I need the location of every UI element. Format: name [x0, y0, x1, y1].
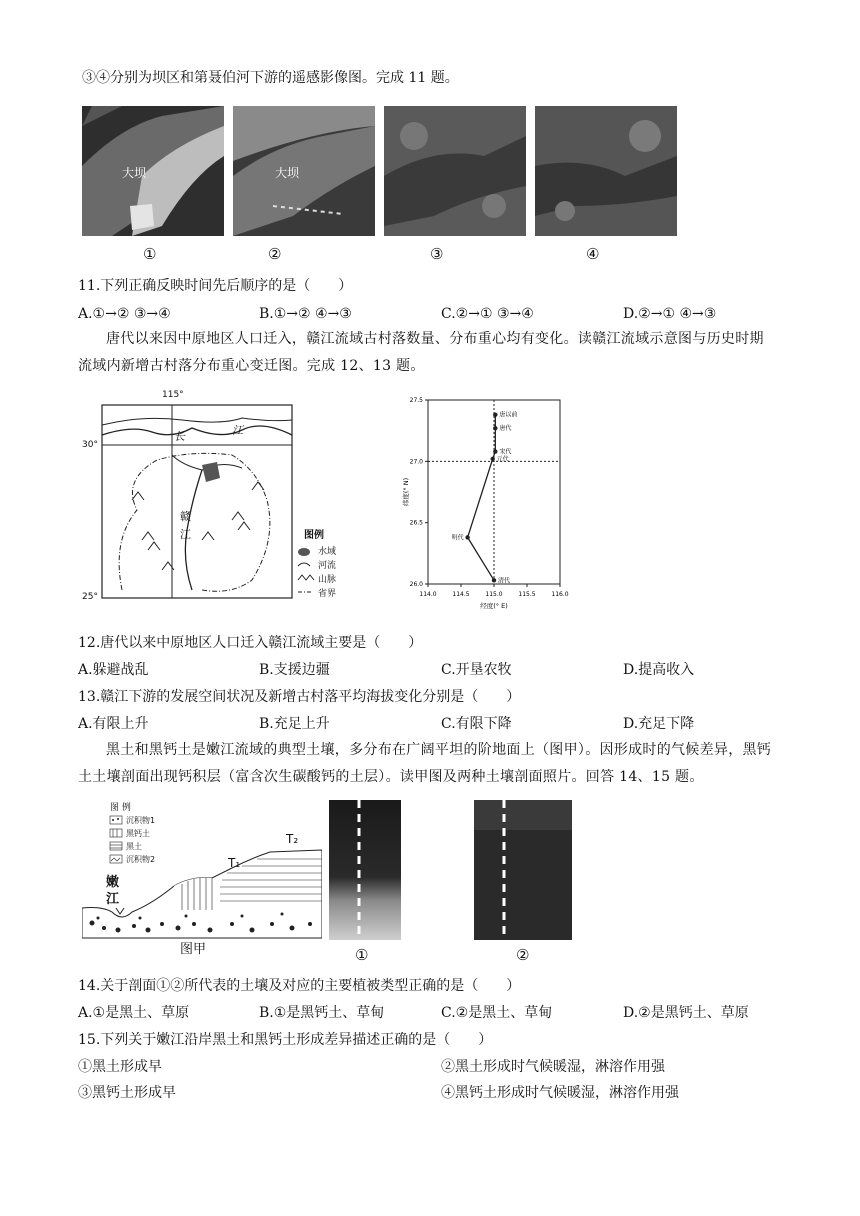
map-label-jiang: 江	[232, 424, 243, 437]
q14-stem: 14.关于剖面①②所代表的土壤及对应的主要植被类型正确的是（ ）	[78, 978, 521, 994]
q15-item-1: ①黑土形成早	[78, 1059, 162, 1075]
map-label-chang: 长	[174, 430, 185, 443]
ganjiang-paragraph: 唐代以来因中原地区人口迁入，赣江流域古村落数量、分布重心均有变化。读赣江流域示意图与历史时期流域内新增古村落分布重心变迁图。完成 12、13 题。	[78, 331, 764, 374]
soil-photo-2	[474, 800, 572, 940]
soil-photo-1	[329, 800, 401, 940]
q15-stem: 15.下列关于嫩江沿岸黑土和黑钙土形成差异描述正确的是（ ）	[78, 1032, 493, 1048]
data-point-5	[492, 578, 496, 582]
data-label-2: 宋代	[499, 448, 512, 456]
y-tick-label: 26.5	[409, 519, 423, 527]
q11-option-b: B.①→② ④→③	[259, 306, 352, 322]
data-label-4: 明代	[451, 534, 464, 542]
data-point-4	[465, 535, 469, 539]
q15-item-4: ④黑钙土形成时气候暖湿，淋溶作用强	[441, 1085, 679, 1101]
y-axis-label: 纬度(° N)	[402, 477, 410, 507]
q12-option-b: B.支援边疆	[259, 662, 330, 678]
q13-option-d: D.充足下降	[623, 716, 695, 732]
image-caption-1: ①	[143, 245, 157, 263]
q13-option-a: A.有限上升	[78, 716, 149, 732]
q11-option-a: A.①→② ③→④	[78, 306, 171, 322]
profile-label-t2: T₂	[286, 832, 299, 846]
q15-item-3: ③黑钙土形成早	[78, 1085, 176, 1101]
y-tick-label: 27.5	[409, 397, 423, 404]
soil-photo-caption-2: ②	[516, 946, 530, 964]
image-caption-3: ③	[430, 245, 444, 263]
chart-svg	[400, 388, 580, 616]
data-point-1	[493, 426, 497, 430]
map-lat-top: 30°	[82, 440, 98, 450]
terrace-profile-figure	[82, 798, 322, 958]
x-tick-label: 114.0	[419, 591, 437, 598]
y-tick-label: 27.0	[409, 458, 423, 466]
x-tick-label: 114.5	[452, 591, 470, 598]
q14-option-c: C.②是黑土、草甸	[441, 1005, 553, 1021]
profile-legend-sediment1: 沉积物1	[126, 816, 156, 825]
series-line	[468, 415, 496, 581]
profile-legend-sediment2: 沉积物2	[126, 855, 156, 864]
q12-stem: 12.唐代以来中原地区人口迁入赣江流域主要是（ ）	[78, 635, 423, 651]
q12-option-a: A.躲避战乱	[78, 662, 149, 678]
profile-legend-black-soil: 黑土	[126, 842, 142, 851]
profile-river-jiang: 江	[106, 892, 120, 907]
x-tick-label: 116.0	[551, 591, 569, 598]
data-point-2	[493, 449, 497, 453]
profile-label-t1: T₁	[228, 856, 241, 870]
ganjiang-map	[82, 390, 382, 610]
satellite-image-3	[384, 106, 526, 236]
image-caption-4: ④	[586, 245, 600, 263]
map-label-gan: 赣	[180, 510, 191, 523]
profile-legend-chernozem: 黑钙土	[126, 829, 150, 838]
satellite-image-2	[233, 106, 375, 236]
image-caption-2: ②	[268, 245, 282, 263]
map-legend-mountain: 山脉	[318, 575, 337, 585]
gravity-center-chart	[400, 388, 580, 616]
data-point-0	[493, 413, 497, 417]
map-legend-water: 水域	[318, 547, 337, 557]
y-tick-label: 26.0	[409, 581, 423, 588]
map-lon-label: 115°	[162, 390, 184, 400]
x-tick-label: 115.5	[518, 591, 536, 598]
data-label-3: 元代	[496, 455, 509, 463]
q15-item-2: ②黑土形成时气候暖湿，淋溶作用强	[441, 1059, 665, 1075]
map-lat-bottom: 25°	[82, 592, 98, 602]
q13-option-b: B.充足上升	[259, 716, 330, 732]
q12-option-d: D.提高收入	[623, 662, 695, 678]
x-tick-label: 115.0	[485, 591, 503, 598]
data-label-0: 唐以前	[499, 411, 518, 419]
soil-paragraph: 黑土和黑钙土是嫩江流域的典型土壤，多分布在广阔平坦的阶地面上（图甲）。因形成时的气候差异，黑钙土土壤剖面出现钙积层（富含次生碳酸钙的土层）。读甲图及两种土壤剖面照片。回答 14、15 题。	[78, 742, 772, 785]
q12-option-c: C.开垦农牧	[441, 662, 512, 678]
q14-option-d: D.②是黑钙土、草原	[623, 1005, 749, 1021]
profile-legend-title: 图 例	[110, 803, 131, 813]
data-point-3	[490, 457, 494, 461]
q13-option-c: C.有限下降	[441, 716, 512, 732]
soil-photo-caption-1: ①	[355, 946, 369, 964]
map-label-gan-jiang: 江	[180, 528, 191, 541]
data-label-1: 唐代	[499, 425, 512, 433]
map-legend-title: 图例	[304, 530, 324, 541]
q11-option-c: C.②→① ③→④	[441, 306, 534, 322]
intro-line: ③④分别为坝区和第聂伯河下游的遥感影像图。完成 11 题。	[82, 70, 459, 86]
dam-label-2: 大坝	[275, 166, 300, 180]
satellite-image-4	[535, 106, 677, 236]
x-axis-label: 经度(° E)	[480, 602, 508, 610]
profile-caption: 图甲	[180, 942, 207, 957]
q11-stem: 11.下列正确反映时间先后顺序的是（ ）	[78, 278, 353, 294]
satellite-image-1	[82, 106, 224, 236]
q14-option-a: A.①是黑土、草原	[78, 1005, 190, 1021]
q13-stem: 13.赣江下游的发展空间状况及新增古村落平均海拔变化分别是（ ）	[78, 689, 521, 705]
map-legend-river: 河流	[318, 561, 337, 571]
q14-option-b: B.①是黑钙土、草甸	[259, 1005, 385, 1021]
q11-option-d: D.②→① ④→③	[623, 306, 717, 322]
data-label-5: 清代	[498, 577, 511, 585]
profile-river-nen: 嫩	[106, 875, 120, 890]
map-legend-border: 省界	[318, 589, 337, 599]
dam-label-1: 大坝	[122, 166, 147, 180]
